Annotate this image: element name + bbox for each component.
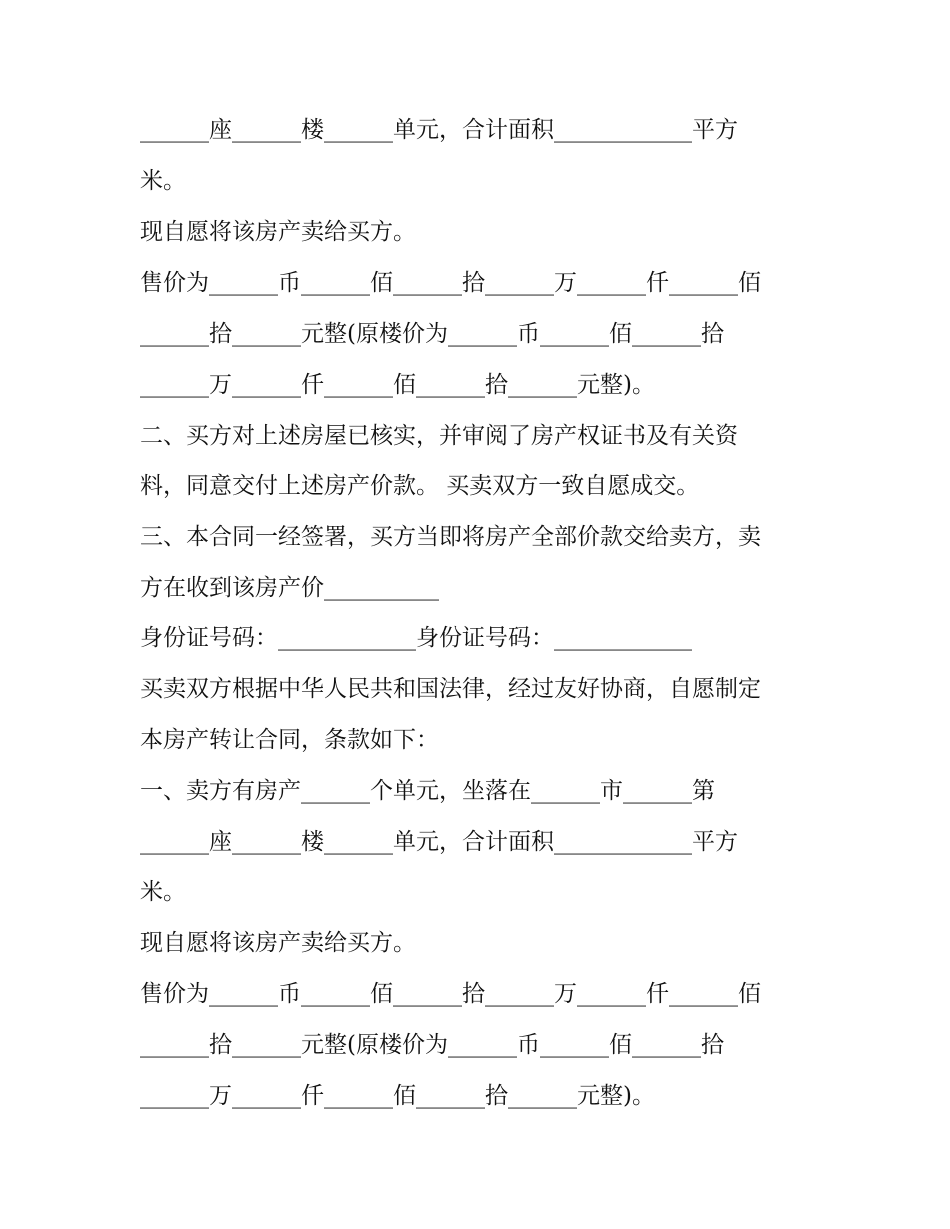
text-line: ______拾______元整(原楼价为______币______佰______拾: [140, 1032, 724, 1058]
text-line: 售价为______币______佰______拾______万______仟______佰: [140, 981, 761, 1007]
text-line: 本房产转让合同，条款如下：: [140, 727, 439, 753]
text-line: ______座______楼______单元，合计面积____________平方: [140, 117, 738, 143]
text-line: 米。: [140, 879, 186, 905]
text-line: 二、买方对上述房屋已核实，并审阅了房产权证书及有关资: [140, 423, 738, 449]
text-line: 方在收到该房产价__________: [140, 575, 439, 601]
text-line: 一、卖方有房产______个单元，坐落在______市______第: [140, 778, 715, 804]
text-line: 现自愿将该房产卖给买方。: [140, 930, 416, 956]
text-line: ______万______仟______佰______拾______元整)。: [140, 372, 655, 398]
text-line: 买卖双方根据中华人民共和国法律，经过友好协商，自愿制定: [140, 676, 761, 702]
text-line: 售价为______币______佰______拾______万______仟______佰: [140, 270, 761, 296]
text-line: ______万______仟______佰______拾______元整)。: [140, 1083, 655, 1109]
text-line: 料，同意交付上述房产价款。 买卖双方一致自愿成交。: [140, 473, 700, 499]
text-line: 三、本合同一经签署，买方当即将房产全部价款交给卖方，卖: [140, 524, 761, 550]
text-line: 米。: [140, 168, 186, 194]
text-line: 身份证号码：____________身份证号码：____________: [140, 625, 692, 651]
text-line: ______座______楼______单元，合计面积____________平方: [140, 829, 738, 855]
text-line: 现自愿将该房产卖给买方。: [140, 219, 416, 245]
text-line: ______拾______元整(原楼价为______币______佰______拾: [140, 321, 724, 347]
